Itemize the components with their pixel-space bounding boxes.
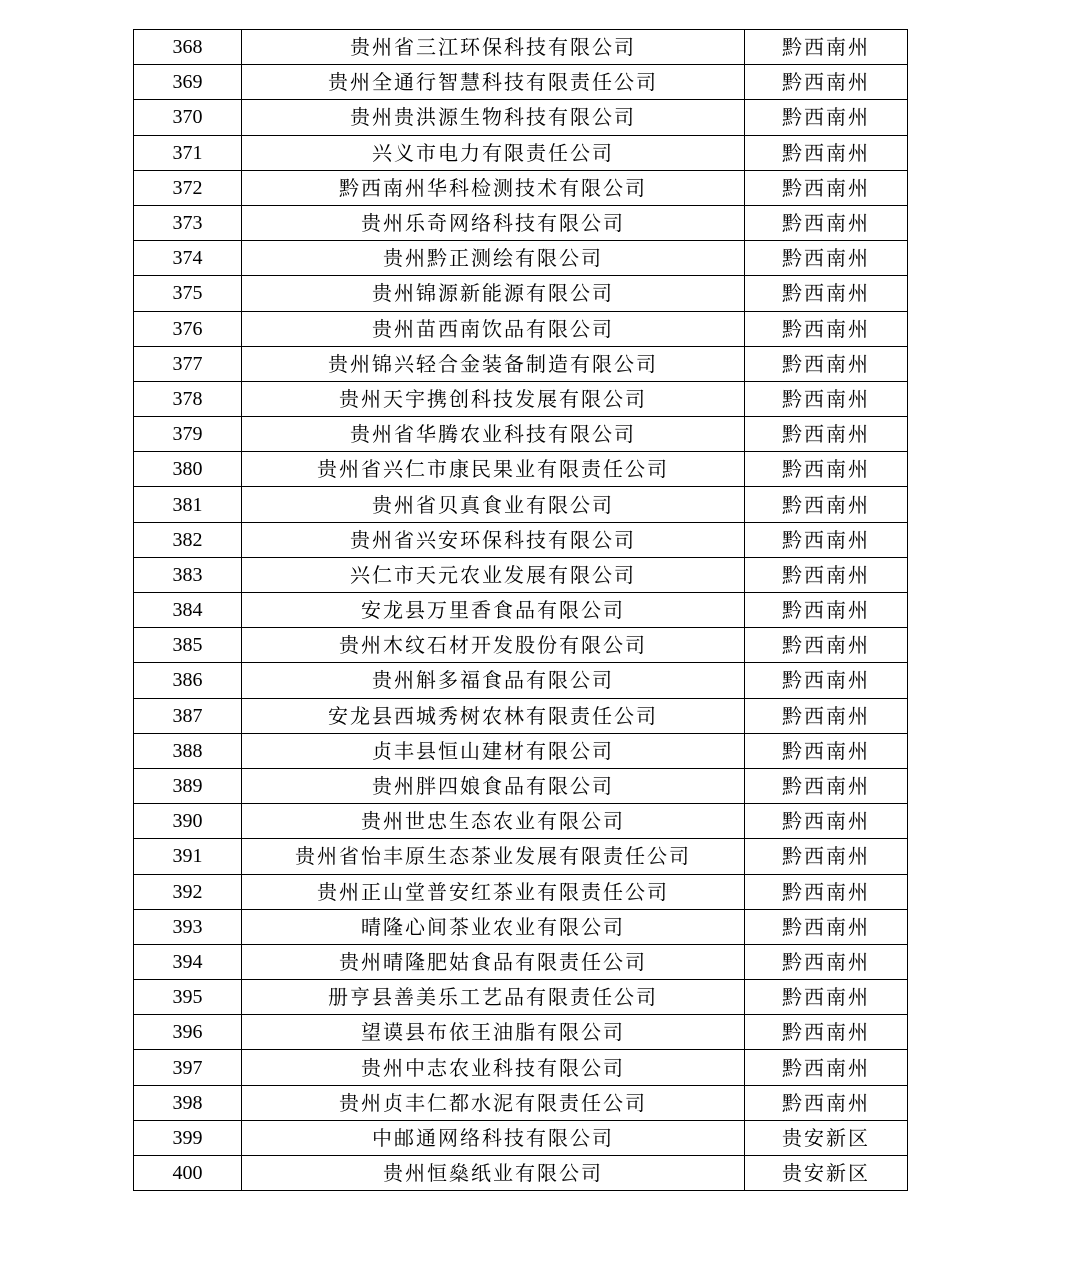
row-number: 385 bbox=[134, 628, 242, 663]
company-name: 贵州省三江环保科技有限公司 bbox=[242, 30, 745, 65]
company-name: 贵州省兴安环保科技有限公司 bbox=[242, 522, 745, 557]
row-number: 370 bbox=[134, 100, 242, 135]
table-row bbox=[134, 874, 908, 909]
row-number: 376 bbox=[134, 311, 242, 346]
row-number: 375 bbox=[134, 276, 242, 311]
table-row bbox=[134, 980, 908, 1015]
company-name: 贵州贵洪源生物科技有限公司 bbox=[242, 100, 745, 135]
region-name: 黔西南州 bbox=[745, 381, 908, 416]
company-list-page bbox=[133, 29, 907, 1191]
company-name: 贵州乐奇网络科技有限公司 bbox=[242, 205, 745, 240]
row-number: 386 bbox=[134, 663, 242, 698]
region-name: 黔西南州 bbox=[745, 874, 908, 909]
table-row bbox=[134, 522, 908, 557]
row-number: 377 bbox=[134, 346, 242, 381]
row-number: 383 bbox=[134, 557, 242, 592]
company-name: 贵州胖四娘食品有限公司 bbox=[242, 768, 745, 803]
region-name: 黔西南州 bbox=[745, 522, 908, 557]
row-number: 393 bbox=[134, 909, 242, 944]
region-name: 黔西南州 bbox=[745, 30, 908, 65]
company-name: 贵州中志农业科技有限公司 bbox=[242, 1050, 745, 1085]
table-row bbox=[134, 839, 908, 874]
company-name: 兴仁市天元农业发展有限公司 bbox=[242, 557, 745, 592]
row-number: 391 bbox=[134, 839, 242, 874]
company-name: 望谟县布依王油脂有限公司 bbox=[242, 1015, 745, 1050]
table-row bbox=[134, 135, 908, 170]
region-name: 黔西南州 bbox=[745, 698, 908, 733]
company-name: 贵州省华腾农业科技有限公司 bbox=[242, 417, 745, 452]
company-name: 中邮通网络科技有限公司 bbox=[242, 1120, 745, 1155]
table-row bbox=[134, 170, 908, 205]
row-number: 397 bbox=[134, 1050, 242, 1085]
row-number: 388 bbox=[134, 733, 242, 768]
company-name: 贵州恒燊纸业有限公司 bbox=[242, 1156, 745, 1191]
company-name: 晴隆心间茶业农业有限公司 bbox=[242, 909, 745, 944]
table-row bbox=[134, 1015, 908, 1050]
row-number: 398 bbox=[134, 1085, 242, 1120]
table-row bbox=[134, 628, 908, 663]
table-row bbox=[134, 311, 908, 346]
region-name: 黔西南州 bbox=[745, 241, 908, 276]
region-name: 黔西南州 bbox=[745, 839, 908, 874]
row-number: 399 bbox=[134, 1120, 242, 1155]
table-row bbox=[134, 804, 908, 839]
table-row bbox=[134, 944, 908, 979]
row-number: 381 bbox=[134, 487, 242, 522]
table-row bbox=[134, 100, 908, 135]
table-row bbox=[134, 381, 908, 416]
table-row bbox=[134, 768, 908, 803]
company-name: 贵州全通行智慧科技有限责任公司 bbox=[242, 65, 745, 100]
region-name: 黔西南州 bbox=[745, 628, 908, 663]
row-number: 374 bbox=[134, 241, 242, 276]
row-number: 387 bbox=[134, 698, 242, 733]
company-name: 安龙县万里香食品有限公司 bbox=[242, 593, 745, 628]
row-number: 390 bbox=[134, 804, 242, 839]
company-name: 贵州晴隆肥姑食品有限责任公司 bbox=[242, 944, 745, 979]
row-number: 400 bbox=[134, 1156, 242, 1191]
table-row bbox=[134, 593, 908, 628]
region-name: 黔西南州 bbox=[745, 593, 908, 628]
table-row bbox=[134, 557, 908, 592]
region-name: 贵安新区 bbox=[745, 1156, 908, 1191]
row-number: 380 bbox=[134, 452, 242, 487]
region-name: 黔西南州 bbox=[745, 346, 908, 381]
company-name: 贵州省贝真食业有限公司 bbox=[242, 487, 745, 522]
region-name: 黔西南州 bbox=[745, 1050, 908, 1085]
region-name: 黔西南州 bbox=[745, 311, 908, 346]
table-row bbox=[134, 30, 908, 65]
row-number: 394 bbox=[134, 944, 242, 979]
region-name: 黔西南州 bbox=[745, 909, 908, 944]
company-name: 贵州正山堂普安红茶业有限责任公司 bbox=[242, 874, 745, 909]
region-name: 黔西南州 bbox=[745, 1085, 908, 1120]
company-list-body bbox=[134, 30, 908, 1191]
region-name: 黔西南州 bbox=[745, 768, 908, 803]
table-row bbox=[134, 909, 908, 944]
row-number: 368 bbox=[134, 30, 242, 65]
table-row bbox=[134, 487, 908, 522]
table-row bbox=[134, 663, 908, 698]
company-name: 兴义市电力有限责任公司 bbox=[242, 135, 745, 170]
company-name: 贵州木纹石材开发股份有限公司 bbox=[242, 628, 745, 663]
company-name: 贵州省兴仁市康民果业有限责任公司 bbox=[242, 452, 745, 487]
company-name: 贵州斛多福食品有限公司 bbox=[242, 663, 745, 698]
region-name: 黔西南州 bbox=[745, 557, 908, 592]
row-number: 384 bbox=[134, 593, 242, 628]
region-name: 黔西南州 bbox=[745, 733, 908, 768]
company-list-table bbox=[133, 29, 908, 1191]
row-number: 369 bbox=[134, 65, 242, 100]
region-name: 黔西南州 bbox=[745, 487, 908, 522]
table-row bbox=[134, 1120, 908, 1155]
company-name: 安龙县西城秀树农林有限责任公司 bbox=[242, 698, 745, 733]
table-row bbox=[134, 1050, 908, 1085]
region-name: 黔西南州 bbox=[745, 980, 908, 1015]
row-number: 379 bbox=[134, 417, 242, 452]
company-name: 贞丰县恒山建材有限公司 bbox=[242, 733, 745, 768]
row-number: 382 bbox=[134, 522, 242, 557]
region-name: 黔西南州 bbox=[745, 944, 908, 979]
region-name: 黔西南州 bbox=[745, 1015, 908, 1050]
table-row bbox=[134, 1085, 908, 1120]
table-row bbox=[134, 733, 908, 768]
table-row bbox=[134, 276, 908, 311]
company-name: 贵州苗西南饮品有限公司 bbox=[242, 311, 745, 346]
table-row bbox=[134, 452, 908, 487]
table-row bbox=[134, 241, 908, 276]
region-name: 黔西南州 bbox=[745, 205, 908, 240]
region-name: 黔西南州 bbox=[745, 170, 908, 205]
row-number: 395 bbox=[134, 980, 242, 1015]
row-number: 372 bbox=[134, 170, 242, 205]
region-name: 黔西南州 bbox=[745, 65, 908, 100]
company-name: 贵州锦源新能源有限公司 bbox=[242, 276, 745, 311]
company-name: 贵州贞丰仁都水泥有限责任公司 bbox=[242, 1085, 745, 1120]
row-number: 371 bbox=[134, 135, 242, 170]
company-name: 册亨县善美乐工艺品有限责任公司 bbox=[242, 980, 745, 1015]
table-row bbox=[134, 417, 908, 452]
region-name: 黔西南州 bbox=[745, 663, 908, 698]
region-name: 黔西南州 bbox=[745, 417, 908, 452]
company-name: 贵州世忠生态农业有限公司 bbox=[242, 804, 745, 839]
row-number: 396 bbox=[134, 1015, 242, 1050]
company-name: 黔西南州华科检测技术有限公司 bbox=[242, 170, 745, 205]
table-row bbox=[134, 698, 908, 733]
row-number: 389 bbox=[134, 768, 242, 803]
row-number: 378 bbox=[134, 381, 242, 416]
table-row bbox=[134, 205, 908, 240]
table-row bbox=[134, 346, 908, 381]
region-name: 黔西南州 bbox=[745, 100, 908, 135]
company-name: 贵州天宇携创科技发展有限公司 bbox=[242, 381, 745, 416]
company-name: 贵州省怡丰原生态茶业发展有限责任公司 bbox=[242, 839, 745, 874]
table-row bbox=[134, 65, 908, 100]
company-name: 贵州黔正测绘有限公司 bbox=[242, 241, 745, 276]
region-name: 黔西南州 bbox=[745, 276, 908, 311]
row-number: 373 bbox=[134, 205, 242, 240]
company-name: 贵州锦兴轻合金装备制造有限公司 bbox=[242, 346, 745, 381]
row-number: 392 bbox=[134, 874, 242, 909]
region-name: 黔西南州 bbox=[745, 804, 908, 839]
table-row bbox=[134, 1156, 908, 1191]
region-name: 黔西南州 bbox=[745, 452, 908, 487]
region-name: 贵安新区 bbox=[745, 1120, 908, 1155]
region-name: 黔西南州 bbox=[745, 135, 908, 170]
